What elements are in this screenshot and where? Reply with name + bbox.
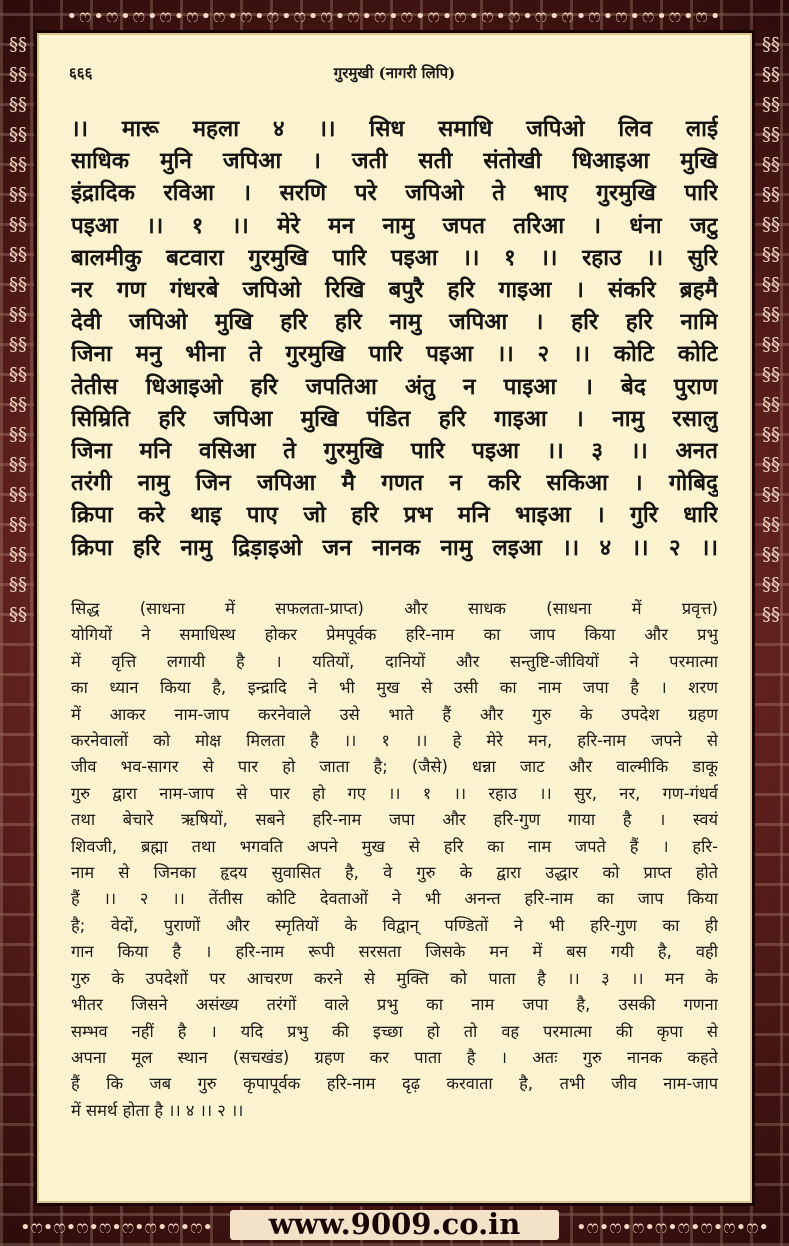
translation-line: हैं ।। २ ।। तेंतीस कोटि देवताओं ने भी अनन्त हरि-नाम का जाप किया: [71, 889, 718, 909]
verse-line: तेतीस धिआइओ हरि जपतिआ अंतु न पाइआ । बेद पुराण: [71, 373, 718, 400]
verse-line: सिम्रिति हरि जपिआ मुखि पंडित हरि गाइआ । नामु रसालु: [71, 405, 718, 432]
translation-line: सम्भव नहीं है । यदि प्रभु की इच्छा हो तो वह परमात्मा की कृपा से: [71, 1021, 718, 1041]
translation-line: सिद्ध (साधना में सफलता-प्राप्त) और साधक (साधना में प्रवृत्त): [71, 599, 718, 618]
verse-line: तरंगी नामु जिन जपिआ मै गणत न करि सकिआ । गोबिदु: [71, 470, 718, 497]
left-ornament: §§§§§§§§§§§§§§§§§§§§§§§§§§§§§§§§§§§§§§§§: [9, 34, 27, 625]
translation-line: जीव भव-सागर से पार हो जाता है; (जैसे) धन्ना जाट और वाल्मीकि डाकू: [71, 757, 718, 777]
verse-line: जिना मनु भीना ते गुरमुखि पारि पइआ ।। २ ।। कोटि कोटि: [71, 341, 718, 368]
translation-line: नाम से जिनका हृदय सुवासित है, वे गुरु के द्वारा उद्धार को प्राप्त होते: [71, 863, 718, 883]
running-title: गुरमुखी (नागरी लिपि): [333, 64, 456, 82]
translation-line: में वृत्ति लगायी है । यतियों, दानियों और सन्तुष्टि-जीवियों ने परमात्मा: [71, 651, 718, 671]
verse-line: इंद्रादिक रविआ । सरणि परे जपिओ ते भाए गुरमुखि पारि: [71, 180, 718, 207]
page-header: [37, 63, 752, 93]
verse-line: जिना मनि वसिआ ते गुरमुखि पारि पइआ ।। ३ ।। अनत: [71, 438, 718, 465]
verse-line: साधिक मुनि जपिआ । जती सती संतोखी धिआइआ मुखि: [71, 148, 718, 175]
verse-line: पइआ ।। १ ।। मेरे मन नामु जपत तरिआ । धंना जटु: [71, 212, 718, 239]
bottom-left-ornament: •ෆ•ෆ•ෆ•ෆ•ෆ•ෆ•ෆ•ෆ•: [20, 1217, 214, 1238]
verse-line: क्रिपा करे थाइ पाए जो हरि प्रभ मनि भाइआ । गुरि धारि: [71, 502, 718, 529]
translation-line: हैं कि जब गुरु कृपापूर्वक हरि-नाम दृढ़ करवाता है, तभी जीव नाम-जाप: [71, 1074, 718, 1094]
verse-line: बालमीकु बटवारा गुरमुखि पारि पइआ ।। १ ।। रहाउ ।। सुरि: [71, 244, 718, 271]
translation-line: करनेवालों को मोक्ष मिलता है ।। १ ।। हे मेरे मन, हरि-नाम जपने से: [71, 731, 718, 751]
translation-line: तथा बेचारे ऋषियों, सबने हरि-नाम जपा और हरि-गुण गाया है । स्वयं: [71, 810, 718, 830]
bottom-right-ornament: •ෆ•ෆ•ෆ•ෆ•ෆ•ෆ•ෆ•ෆ•: [575, 1217, 769, 1238]
translation-line: शिवजी, ब्रह्मा तथा भगवति अपने मुख से हरि का नाम जपते हैं । हरि-: [71, 836, 718, 856]
translation-line: का ध्यान किया है, इन्द्रादि ने भी मुख से उसी का नाम जपा है । शरण: [71, 678, 718, 698]
translation-line: योगियों ने समाधिस्थ होकर प्रेमपूर्वक हरि-नाम का जाप किया और प्रभु: [71, 625, 718, 645]
gurbani-verse: [71, 113, 718, 564]
translation-line: में समर्थ होता है ।। ४ ।। २ ।।: [71, 1100, 244, 1120]
right-ornament: §§§§§§§§§§§§§§§§§§§§§§§§§§§§§§§§§§§§§§§§: [762, 34, 780, 625]
translation-line: में आकर नाम-जाप करनेवाले उसे भाते हैं और गुरु के उपदेश ग्रहण: [71, 704, 718, 724]
top-ornament: •ෆ•ෆ•ෆ•ෆ•ෆ•ෆ•ෆ•ෆ•ෆ•ෆ•ෆ•ෆ•ෆ•ෆ•ෆ•ෆ•ෆ•ෆ•ෆ•ෆ•ෆ•ෆ•ෆ•ෆ•: [66, 6, 723, 27]
translation-line: गान किया है । हरि-नाम रूपी सरसता जिसके मन में बस गयी है, वही: [71, 942, 718, 962]
translation-line: गुरु द्वारा नाम-जाप से पार हो गए ।। १ ।। रहाउ ।। सुर, नर, गण-गंधर्व: [71, 783, 718, 803]
page-number: ६६६: [69, 64, 93, 82]
translation-line: भीतर जिसने असंख्य तरंगों वाले प्रभु का नाम जपा है, उसकी गणना: [71, 995, 718, 1015]
verse-line: नर गण गंधरबे जपिओ रिखि बपुरै हरि गाइआ । संकरि ब्रहमै: [71, 277, 718, 304]
verse-line: देवी जपिओ मुखि हरि हरि नामु जपिआ । हरि हरि नामि: [71, 309, 718, 336]
scripture-page: [37, 33, 752, 1203]
verse-line: ।। मारू महला ४ ।। सिध समाधि जपिओ लिव लाई: [71, 116, 718, 142]
verse-line: क्रिपा हरि नामु द्रिड़ाइओ जन नानक नामु लइआ ।। ४ ।। २ ।।: [71, 534, 718, 561]
translation-line: है; वेदों, पुराणों और स्मृतियों के विद्वान् पण्डितों ने भी हरि-गुण का ही: [71, 915, 718, 935]
translation-line: गुरु के उपदेशों पर आचरण करने से मुक्ति को पाता है ।। ३ ।। मन के: [71, 968, 718, 988]
hindi-translation: [71, 596, 718, 1124]
website-link[interactable]: www.9009.co.in: [268, 1207, 521, 1241]
translation-line: अपना मूल स्थान (सचखंड) ग्रहण कर पाता है । अतः गुरु नानक कहते: [71, 1047, 718, 1067]
